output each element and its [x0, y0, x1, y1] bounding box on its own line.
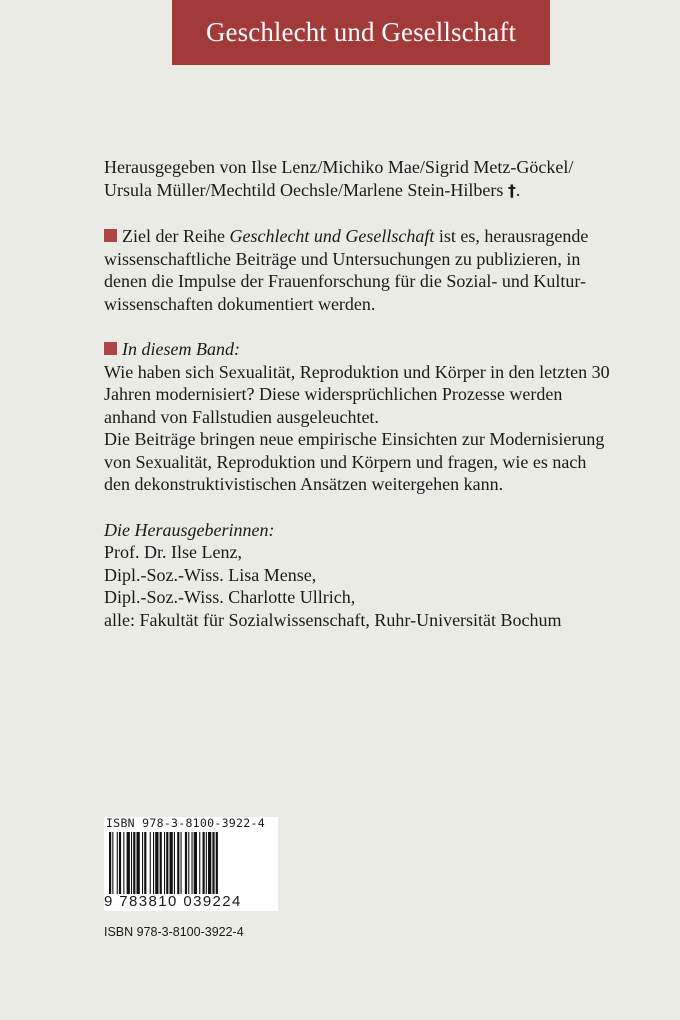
barcode-bar [117, 832, 118, 894]
volume-line: anhand von Fallstudien ausgeleuchtet. [104, 406, 379, 427]
barcode-bar [137, 832, 140, 894]
barcode-bars [106, 832, 276, 894]
volume-block [104, 338, 610, 496]
barcode-bar [127, 832, 130, 894]
volume-editor-line: Prof. Dr. Ilse Lenz, [104, 542, 242, 562]
barcode-bar [174, 832, 175, 894]
volume-heading: In diesem Band: [104, 338, 584, 361]
barcode-bar [177, 832, 179, 894]
isbn-barcode [104, 817, 278, 911]
barcode-bar [112, 832, 113, 894]
volume-editor-line: Dipl.-Soz.-Wiss. Charlotte Ullrich, [104, 587, 356, 607]
barcode-bar [203, 832, 205, 894]
aim-line: Ziel der Reihe Geschlecht und Gesellschaft ist es, herausragende [104, 225, 584, 248]
aim-line: denen die Impulse der Frauenforschung für die Sozial- und Kultur- [104, 271, 587, 291]
barcode-bar [208, 832, 211, 894]
volume-line: den dekonstruktivistischen Ansätzen weitergehen kann. [104, 474, 504, 494]
barcode-digits: 9 783810 039224 [104, 893, 242, 910]
barcode-bar [109, 832, 111, 894]
editors-line: Herausgegeben von Ilse Lenz/Michiko Mae/Sigrid Metz-Göckel/ [104, 157, 574, 177]
volume-line: Die Beiträge bringen neue empirische Einsichten zur Modernisierung [104, 429, 605, 449]
editors-line: Ursula Müller/Mechtild Oechsle/Marlene Stein-Hilbers †. [104, 179, 521, 200]
barcode-bar [164, 832, 165, 894]
volume-editor-line: alle: Fakultät für Sozialwissenschaft, Ruhr-Universität Bochum [104, 609, 562, 630]
series-aim-block [104, 225, 589, 315]
barcode-bar [155, 832, 158, 894]
barcode-bar [199, 832, 200, 894]
barcode-bar [185, 832, 187, 894]
series-banner [172, 0, 550, 65]
barcode-bar [181, 832, 182, 894]
barcode-bar [119, 832, 121, 894]
barcode-bar [216, 832, 218, 894]
barcode-bar [192, 832, 193, 894]
volume-line: Jahren modernisiert? Diese widersprüchlichen Prozesse werden [104, 384, 563, 404]
volume-line: von Sexualität, Reproduktion und Körpern und fragen, wie es nach [104, 451, 587, 472]
series-title: Geschlecht und Gesellschaft [205, 17, 517, 47]
volume-editors-block [104, 519, 584, 632]
barcode-bar [170, 832, 173, 894]
volume-line: Wie haben sich Sexualität, Reproduktion und Körper in den letzten 30 [104, 361, 610, 382]
back-cover-text [104, 156, 610, 654]
barcode-bar [142, 832, 143, 894]
aim-line: wissenschaftliche Beiträge und Untersuchungen zu publizieren, in [104, 248, 581, 269]
barcode-bar [194, 832, 197, 894]
deceased-cross-icon: † [507, 180, 516, 200]
barcode-bar [153, 832, 154, 894]
barcode-bar [133, 832, 135, 894]
barcode-isbn-label: ISBN 978-3-8100-3922-4 [106, 816, 265, 830]
square-bullet-icon [104, 342, 117, 355]
barcode-bar [206, 832, 207, 894]
barcode-bar [150, 832, 151, 894]
volume-editors-heading: Die Herausgeberinnen: [104, 519, 275, 540]
volume-editor-line: Dipl.-Soz.-Wiss. Lisa Mense, [104, 564, 317, 585]
editors-block [104, 156, 584, 202]
square-bullet-icon [104, 229, 117, 242]
barcode-bar [131, 832, 132, 894]
barcode-bar [166, 832, 168, 894]
aim-line: wissenschaften dokumentiert werden. [104, 293, 376, 314]
barcode-bar [144, 832, 146, 894]
barcode-bar [123, 832, 124, 894]
isbn-number: ISBN 978-3-8100-3922-4 [104, 925, 244, 939]
barcode-bar [188, 832, 189, 894]
barcode-bar [212, 832, 214, 894]
barcode-bar [160, 832, 162, 894]
